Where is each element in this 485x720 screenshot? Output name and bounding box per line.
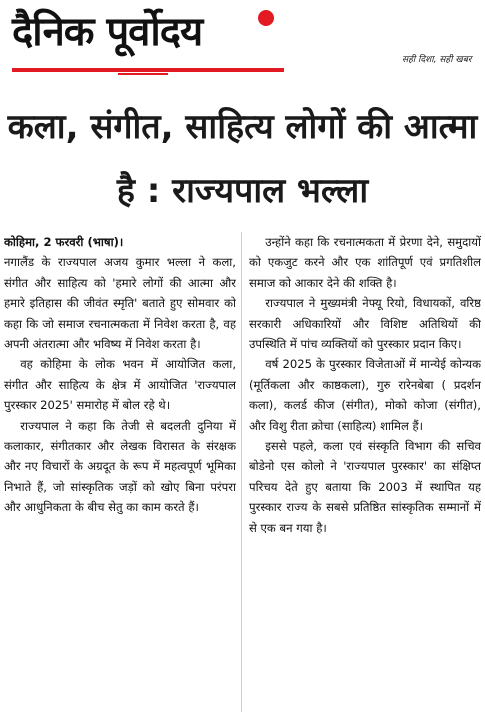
logo-red-dot-icon xyxy=(258,10,274,26)
article-column-left xyxy=(4,232,236,720)
masthead-rule xyxy=(12,68,284,72)
article-headline: कला, संगीत, साहित्य लोगों की आत्मा है : राज्यपाल भल्ला xyxy=(7,107,478,211)
article-column-right xyxy=(249,232,481,720)
article-paragraph: राज्यपाल ने कहा कि तेजी से बदलती दुनिया में कलाकार, संगीतकार और लेखक विरासत के संरक्षक और नए विचारों के अग्रदूत के रूप में महत्वपूर्ण भूमिका निभाते हैं, जो सांस्कृतिक जड़ों को खोए बिना परंपरा और आधुनिकता के बीच सेतु का काम करते हैं। xyxy=(4,418,236,515)
column-divider xyxy=(241,232,242,712)
article-paragraph xyxy=(4,232,236,354)
article-paragraph: वर्ष 2025 के पुरस्कार विजेताओं में मान्येई कोन्यक (मूर्तिकला और काष्ठकला), गुरु रारेनबेबा ( प्रदर्शन कला), कलर्ड कीज (संगीत), मोको कोजा (संगीत), और विशु रीता क्रोचा (साहित्य) शामिल हैं। xyxy=(249,357,481,433)
article-paragraph: उन्होंने कहा कि रचनात्मकता में प्रेरणा देने, समुदायों को एकजुट करने और एक शांतिपूर्ण एवं प्रगतिशील समाज को आकार देने की शक्ति है। xyxy=(249,235,481,290)
article-paragraph: राज्यपाल ने मुख्यमंत्री नेफ्यू रियो, विधायकों, वरिष्ठ सरकारी अधिकारियों और विशिष्ट अतिथियों की उपस्थिति में पांच व्यक्तियों को पुरस्कार प्रदान किए। xyxy=(249,296,481,352)
newspaper-logo[interactable]: दैनिक पूर्वोदय xyxy=(12,9,203,55)
article-paragraph: वह कोहिमा के लोक भवन में आयोजित कला, संगीत और साहित्य के क्षेत्र में आयोजित 'राज्यपाल पुरस्कार 2025' समारोह में बोल रहे थे। xyxy=(4,357,236,413)
masthead-tagline: सही दिशा, सही खबर xyxy=(402,55,472,65)
article-paragraph-text: नगालैंड के राज्यपाल अजय कुमार भल्ला ने कला, संगीत और साहित्य को 'हमारे लोगों की आत्मा और हमारे इतिहास की जीवंत स्मृति' बताते हुए सोमवार को कहा कि जो समाज रचनात्मकता में निवेश करता है, वह अपनी अंतरात्मा और भविष्य में निवेश करता है। xyxy=(4,255,236,352)
article-paragraph: इससे पहले, कला एवं संस्कृति विभाग की सचिव बोडेनो एस कोलो ने 'राज्यपाल पुरस्कार' का संक्षिप्त परिचय देते हुए बताया कि 2003 में स्थापित यह पुरस्कार राज्य के सबसे प्रतिष्ठित सांस्कृतिक सम्मानों में से एक बन गया है। xyxy=(249,439,481,535)
masthead-rule-accent xyxy=(118,73,168,75)
masthead xyxy=(0,0,485,82)
article-dateline: कोहिमा, 2 फरवरी (भाषा)। xyxy=(4,235,124,249)
